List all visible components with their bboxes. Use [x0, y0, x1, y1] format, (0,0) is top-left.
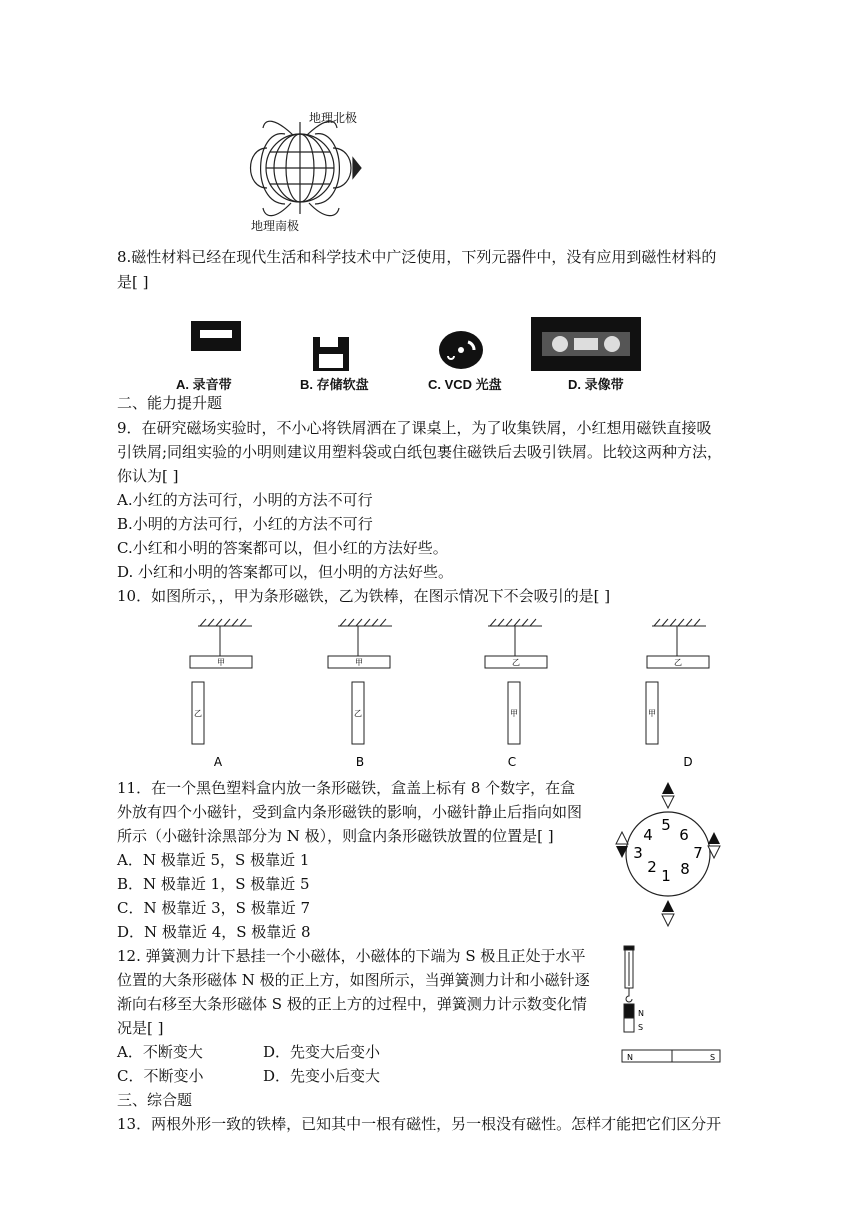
big-magnet-s-label: S: [710, 1053, 716, 1062]
q9-line-1: 9．在研究磁场实验时，不小心将铁屑洒在了课桌上，为了收集铁屑，小红想用磁铁直接吸: [117, 419, 712, 437]
q12-line-2: 位置的大条形磁体 N 极的正上方，如图所示，当弹簧测力计和小磁针逐: [117, 971, 590, 989]
q11-line-1: 11．在一个黑色塑料盒内放一条形磁铁，盒盖上标有 8 个数字，在盒: [117, 779, 576, 797]
q12-option-d-second: D．先变小后变大: [263, 1067, 381, 1085]
q10-d-top-label: 乙: [674, 658, 682, 667]
q12-option-a: A．不断变大: [117, 1043, 203, 1061]
dial-number-8: 8: [680, 860, 690, 878]
dial-number-6: 6: [679, 826, 689, 844]
q10-line-1: 10．如图所示，，甲为条形磁铁，乙为铁棒，在图示情况下不会吸引的是[ ]: [117, 587, 611, 605]
q10-figure-d: [646, 619, 709, 744]
q10-d-bottom-label: 甲: [648, 709, 656, 718]
q9-option-b: B.小明的方法可行，小红的方法不可行: [117, 515, 373, 533]
dial-number-4: 4: [643, 826, 653, 844]
video-tape-icon: [530, 316, 642, 372]
q11-line-3: 所示（小磁针涂黑部分为 N 极），则盒内条形磁铁放置的位置是[ ]: [117, 827, 554, 845]
q10-c-bottom-label: 甲: [510, 709, 518, 718]
dial-number-5: 5: [661, 816, 671, 834]
globe-south-label: 地理南极: [251, 219, 300, 233]
small-magnet-n-label: N: [638, 1009, 644, 1018]
section-3-heading: 三、综合题: [117, 1091, 193, 1109]
floppy-disk-icon: [312, 336, 350, 372]
q10-letter-b: B: [355, 755, 365, 769]
q10-a-bottom-label: 乙: [194, 709, 202, 718]
q10-figure-a: [190, 619, 252, 744]
q11-option-c: C．N 极靠近 3，S 极靠近 7: [117, 899, 311, 917]
q12-option-row-1: [117, 1042, 380, 1062]
cassette-tape-icon: [190, 320, 242, 352]
q11-option-b: B．N 极靠近 1，S 极靠近 5: [117, 875, 310, 893]
q13-line-1: 13．两根外形一致的铁棒，已知其中一根有磁性，另一根没有磁性。怎样才能把它们区分开: [117, 1115, 722, 1133]
q12-line-1: 12. 弹簧测力计下悬挂一个小磁体，小磁体的下端为 S 极且正处于水平: [117, 947, 586, 965]
dial-number-1: 1: [661, 867, 671, 885]
q10-letter-d: D: [683, 755, 693, 769]
q12-option-row-2: [117, 1066, 380, 1086]
dial-number-2: 2: [647, 858, 657, 876]
q10-b-bottom-label: 乙: [354, 709, 362, 718]
q12-line-3: 渐向右移至大条形磁体 S 极的正上方的过程中，弹簧测力计示数变化情: [117, 995, 587, 1013]
q9-option-c: C.小红和小明的答案都可以，但小红的方法好些。: [117, 539, 448, 557]
q8-option-d-label: D. 录像带: [568, 377, 624, 392]
q11-line-2: 外放有四个小磁针，受到盒内条形磁铁的影响，小磁针静止后指向如图: [117, 803, 583, 821]
dial-number-7: 7: [693, 844, 703, 862]
q11-option-a: A．N 极靠近 5，S 极靠近 1: [117, 851, 310, 869]
q8-option-b-label: B. 存储软盘: [300, 377, 369, 392]
q11-option-d: D．N 极靠近 4，S 极靠近 8: [117, 923, 311, 941]
q9-option-a: A.小红的方法可行，小明的方法不可行: [117, 491, 373, 509]
globe-north-label: 地理北极: [309, 111, 358, 125]
q10-figures: [180, 612, 720, 772]
q12-option-c: C．不断变小: [117, 1067, 204, 1085]
globe-figure: [245, 108, 380, 233]
q10-c-top-label: 乙: [512, 658, 520, 667]
small-magnet-s-label: S: [638, 1023, 644, 1032]
q10-a-top-label: 甲: [217, 658, 225, 667]
q8-option-c-label: C. VCD 光盘: [428, 377, 502, 392]
vcd-disc-icon: [438, 330, 484, 370]
q10-letter-c: C: [507, 755, 517, 769]
q10-figure-c: [485, 619, 547, 744]
q9-line-2: 引铁屑;同组实验的小明则建议用塑料袋或白纸包裹住磁铁后去吸引铁屑。比较这两种方法，: [117, 443, 723, 461]
q8-line-1: 8.磁性材料已经在现代生活和科学技术中广泛使用，下列元器件中，没有应用到磁性材料的: [117, 248, 717, 266]
q8-option-a-label: A. 录音带: [176, 377, 232, 392]
section-2-heading: 二、能力提升题: [117, 394, 223, 412]
q9-line-3: 你认为[ ]: [117, 467, 179, 485]
big-magnet-n-label: N: [627, 1053, 633, 1062]
q10-b-top-label: 甲: [355, 658, 363, 667]
q12-spring-scale-figure: [618, 940, 724, 1068]
q12-line-4: 况是[ ]: [117, 1019, 164, 1037]
q9-option-d: D. 小红和小明的答案都可以，但小明的方法好些。: [117, 563, 454, 581]
q11-compass-figure: [612, 778, 724, 930]
dial-number-3: 3: [633, 844, 643, 862]
q10-figure-b: [328, 619, 392, 744]
q10-letter-a: A: [213, 755, 223, 769]
q8-line-2: 是[ ]: [117, 273, 149, 291]
q12-option-d-first: D．先变大后变小: [263, 1043, 381, 1061]
